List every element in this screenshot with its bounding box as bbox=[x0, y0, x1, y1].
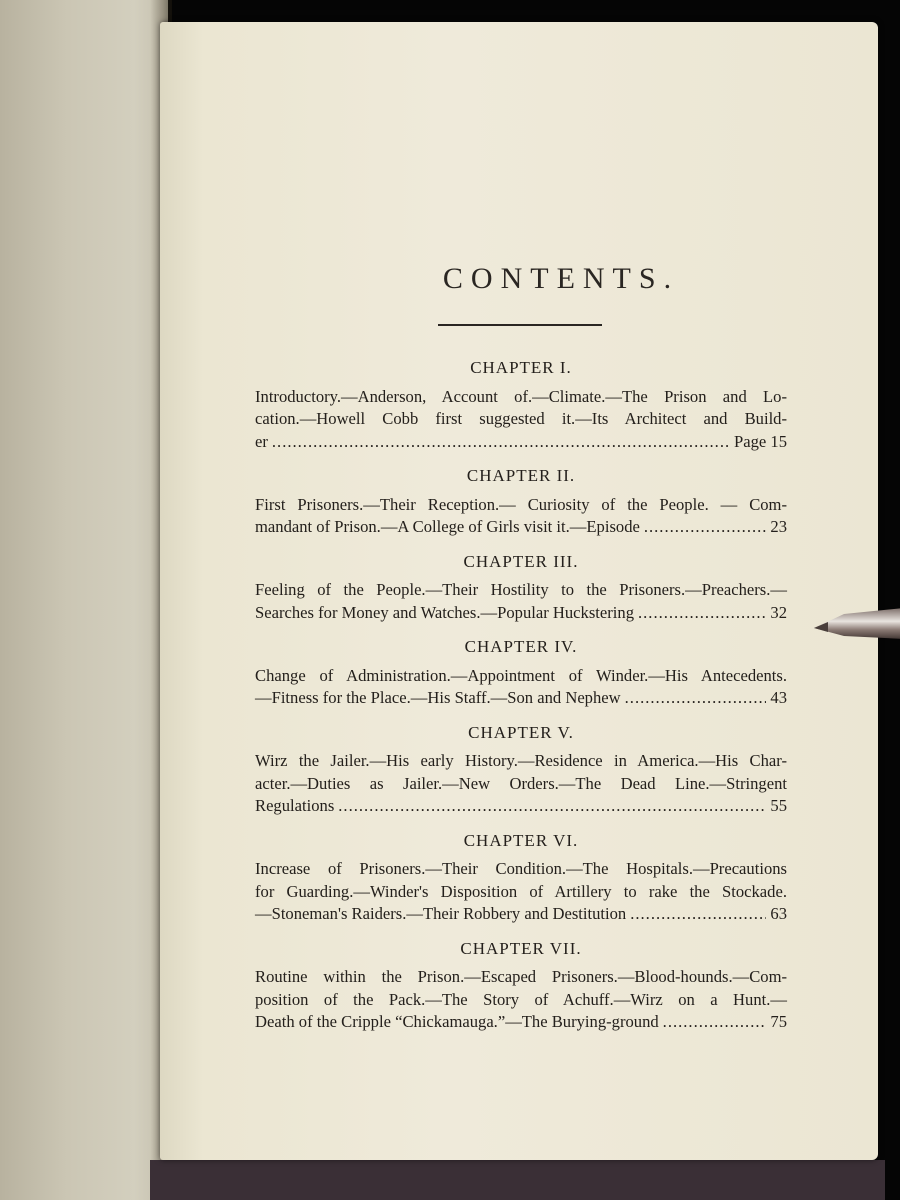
chapter-entry bbox=[255, 830, 787, 926]
page-number: 55 bbox=[770, 796, 787, 815]
chapter-summary-text: Death of the Cripple “Chickamauga.”—The Burying-ground bbox=[255, 1012, 659, 1031]
chapter-summary-text: er bbox=[255, 431, 268, 451]
chapter-heading: CHAPTER II. bbox=[466, 466, 576, 485]
chapter-summary-lastline bbox=[255, 431, 787, 454]
chapter-heading: CHAPTER VI. bbox=[463, 830, 579, 850]
chapter-heading: CHAPTER III. bbox=[463, 551, 579, 571]
dot-leader bbox=[625, 687, 767, 710]
chapter-entry bbox=[255, 636, 787, 710]
chapter-summary-text: —Stoneman's Raiders.—Their Robbery and Destitution bbox=[255, 904, 627, 923]
chapter-summary-lastline bbox=[255, 1011, 787, 1034]
left-page bbox=[0, 0, 168, 1200]
dot-leader bbox=[663, 1011, 767, 1034]
page-title: CONTENTS. bbox=[442, 262, 680, 295]
chapter-entry bbox=[255, 551, 787, 625]
chapter-entry bbox=[255, 938, 787, 1034]
page-number: 32 bbox=[770, 602, 787, 622]
chapter-summary-lastline bbox=[255, 795, 787, 818]
page-number: 63 bbox=[770, 904, 787, 923]
chapter-summary-lastline bbox=[255, 602, 787, 625]
chapter-summary-line: Feeling of the People.—Their Hostility to the Prisoners.—Preachers.— bbox=[255, 580, 787, 599]
page-edge bbox=[150, 1160, 885, 1200]
chapter-heading: CHAPTER IV. bbox=[464, 637, 578, 656]
chapter-summary-line: Wirz the Jailer.—His early History.—Residence in America.—His Char- bbox=[255, 751, 787, 770]
dot-leader bbox=[644, 516, 767, 539]
chapter-summary-line: cation.—Howell Cobb first suggested it.—Its Architect and Build- bbox=[255, 409, 787, 428]
page-number: 43 bbox=[770, 688, 787, 707]
page-number: Page 15 bbox=[734, 431, 787, 451]
title-rule bbox=[438, 324, 602, 326]
chapter-summary-text: Searches for Money and Watches.—Popular Huckstering bbox=[255, 602, 634, 622]
dot-leader bbox=[338, 795, 766, 818]
chapter-summary-lastline bbox=[255, 903, 787, 926]
chapter-summary-line: Routine within the Prison.—Escaped Prisoners.—Blood-hounds.—Com- bbox=[255, 967, 787, 986]
chapter-entry bbox=[255, 465, 787, 539]
chapter-summary-line: for Guarding.—Winder's Disposition of Artillery to rake the Stockade. bbox=[255, 881, 787, 901]
page-number: 23 bbox=[770, 517, 787, 536]
chapter-heading: CHAPTER VII. bbox=[460, 938, 582, 958]
chapter-entry bbox=[255, 357, 787, 453]
chapter-summary-text: —Fitness for the Place.—His Staff.—Son and Nephew bbox=[255, 688, 621, 707]
book-page bbox=[160, 22, 878, 1160]
dot-leader bbox=[638, 602, 766, 625]
table-of-contents bbox=[255, 357, 787, 1046]
chapter-summary-line: position of the Pack.—The Story of Achuff.—Wirz on a Hunt.— bbox=[255, 989, 787, 1009]
chapter-summary-line: First Prisoners.—Their Reception.— Curiosity of the People. — Com- bbox=[255, 494, 787, 514]
chapter-entry bbox=[255, 722, 787, 818]
pen-icon bbox=[814, 604, 900, 642]
chapter-heading: CHAPTER V. bbox=[468, 722, 574, 742]
page-number: 75 bbox=[770, 1012, 787, 1031]
chapter-summary-line: acter.—Duties as Jailer.—New Orders.—The Dead Line.—Stringent bbox=[255, 773, 787, 793]
chapter-summary-line: Introductory.—Anderson, Account of.—Climate.—The Prison and Lo- bbox=[255, 386, 787, 406]
chapter-summary-lastline bbox=[255, 687, 787, 710]
chapter-heading: CHAPTER I. bbox=[470, 358, 572, 377]
chapter-summary-lastline bbox=[255, 516, 787, 539]
chapter-summary-text: mandant of Prison.—A College of Girls visit it.—Episode bbox=[255, 517, 640, 536]
dot-leader bbox=[630, 903, 766, 926]
chapter-summary-text: Regulations bbox=[255, 796, 335, 815]
chapter-summary-line: Change of Administration.—Appointment of Winder.—His Antecedents. bbox=[255, 665, 787, 685]
dot-leader bbox=[272, 431, 730, 454]
chapter-summary-line: Increase of Prisoners.—Their Condition.—The Hospitals.—Precautions bbox=[255, 859, 787, 878]
